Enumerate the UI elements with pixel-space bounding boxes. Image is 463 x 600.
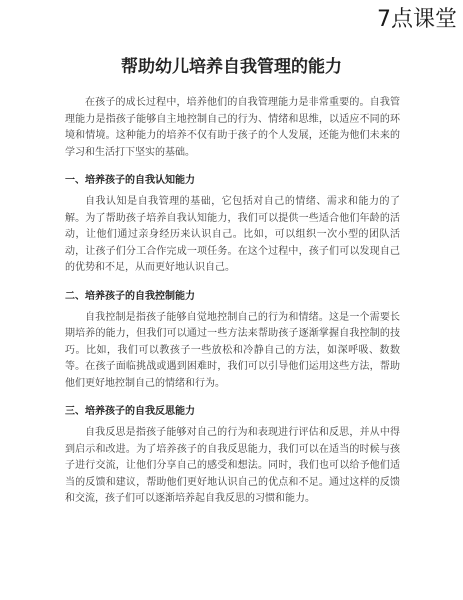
- section-heading-3: 三、培养孩子的自我反思能力: [65, 406, 195, 417]
- section-heading-2: 二、培养孩子的自我控制能力: [65, 290, 195, 302]
- intro-paragraph: 在孩子的成长过程中，培养他们的自我管理能力是非常重要的。自我管理能力是指孩子能够自主地控制自己的行为、情绪和思维，以适应不同的环境和情境。这种能力的培养不仅有助于孩子的个人发展，还能为他们未来的学习和生活打下坚实的基础。: [65, 97, 400, 158]
- section-heading-1: 一、培养孩子的自我认知能力: [65, 175, 195, 186]
- section-paragraph-1: 自我认知是自我管理的基础，它包括对自己的情绪、需求和能力的了解。为了帮助孩子培养自我认知能力，我们可以提供一些适合他们年龄的活动，让他们通过亲身经历来认识自己。比如，可以组织一次小型的团队活动，让孩子们分工合作完成一项任务。在这个过程中，孩子们可以发现自己的优势和不足，从而更好地认识自己。: [65, 196, 400, 273]
- document-body: [65, 95, 400, 518]
- brand-watermark: 7点课堂: [377, 7, 457, 32]
- section-paragraph-3: 自我反思是指孩子能够对自己的行为和表现进行评估和反思，并从中得到启示和改进。为了培养孩子的自我反思能力，我们可以在适当的时候与孩子进行交流，让他们分享自己的感受和想法。同时，我们也可以给予他们适当的反馈和建议，帮助他们更好地认识自己的优点和不足。通过这样的反馈和交流，孩子们可以逐渐培养起自我反思的习惯和能力。: [65, 427, 400, 504]
- section-paragraph-2: 自我控制是指孩子能够自觉地控制自己的行为和情绪。这是一个需要长期培养的能力，但我们可以通过一些方法来帮助孩子逐渐掌握自我控制的技巧。比如，我们可以教孩子一些放松和冷静自己的方法，如深呼吸、数数等。在孩子面临挑战或遇到困难时，我们可以引导他们运用这些方法，帮助他们更好地控制自己的情绪和行为。: [65, 311, 400, 389]
- document-title: 帮助幼儿培养自我管理的能力: [121, 57, 342, 77]
